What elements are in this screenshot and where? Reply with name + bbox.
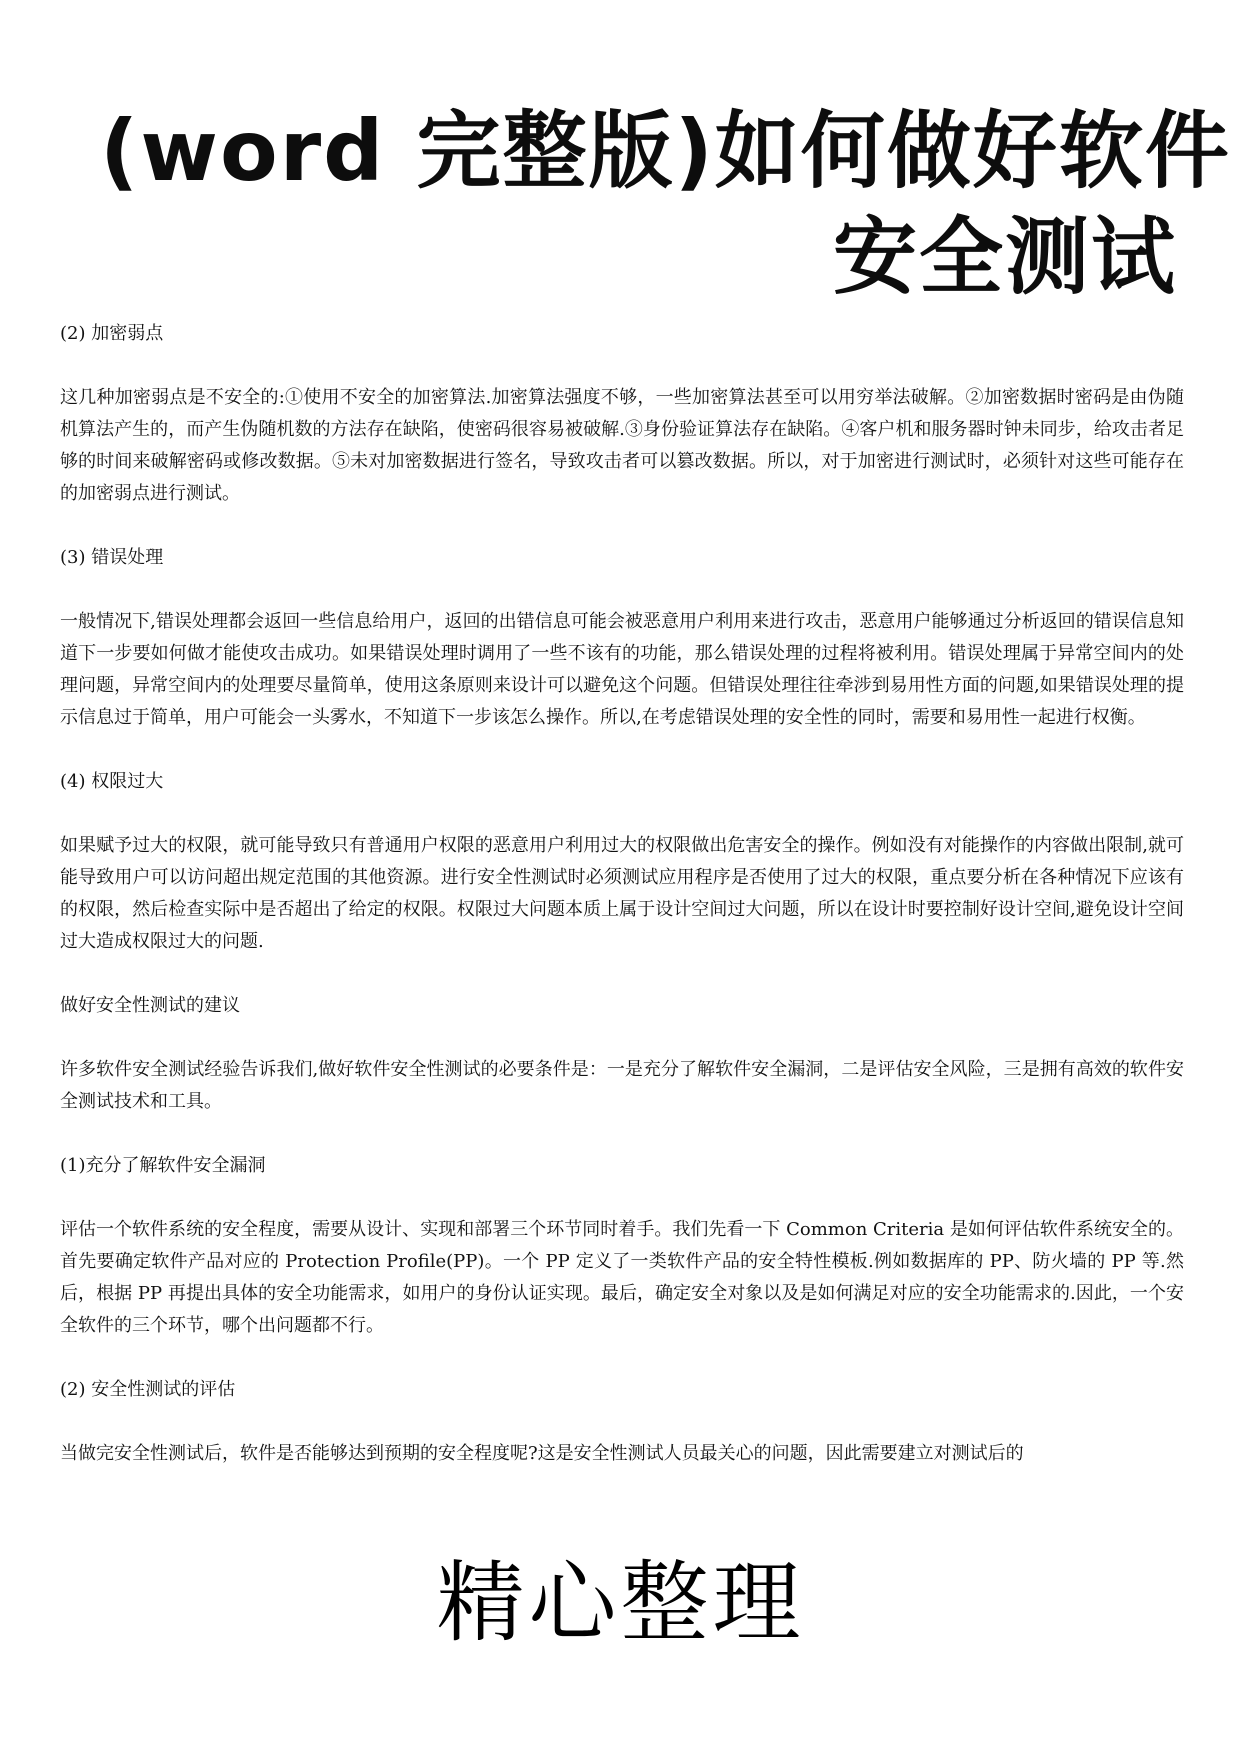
section-heading: 做好安全性测试的建议 (60, 995, 240, 1016)
paragraph: 这几种加密弱点是不安全的:①使用不安全的加密算法.加密算法强度不够，一些加密算法甚至可以用穷举法破解。②加密数据时密码是由伪随机算法产生的，而产生伪随机数的方法存在缺陷，使密码很容易被破解.③身份验证算法存在缺陷。④客户机和服务器时钟未同步，给攻击者足够的时间来破解密码或修改数据。⑤未对加密数据进行签名，导致攻击者可以篡改数据。所以，对于加密进行测试时，必须针对这些可能存在的加密弱点进行测试。 (60, 387, 1184, 504)
section-heading: (3) 错误处理 (60, 547, 164, 568)
footer-watermark: 精心整理 (436, 1551, 805, 1654)
document-body (60, 318, 1184, 1502)
section-heading: (1)充分了解软件安全漏洞 (60, 1155, 266, 1176)
paragraph: 一般情况下,错误处理都会返回一些信息给用户，返回的出错信息可能会被恶意用户利用来进行攻击，恶意用户能够通过分析返回的错误信息知道下一步要如何做才能使攻击成功。如果错误处理时调用了一些不该有的功能，那么错误处理的过程将被利用。错误处理属于异常空间内的处理问题，异常空间内的处理要尽量简单，使用这条原则来设计可以避免这个问题。但错误处理往往牵涉到易用性方面的问题,如果错误处理的提示信息过于简单，用户可能会一头雾水，不知道下一步该怎么操作。所以,在考虑错误处理的安全性的同时，需要和易用性一起进行权衡。 (60, 611, 1184, 728)
document-title (100, 98, 1231, 310)
section-heading: (2) 安全性测试的评估 (60, 1379, 236, 1400)
paragraph: 许多软件安全测试经验告诉我们,做好软件安全性测试的必要条件是：一是充分了解软件安全漏洞，二是评估安全风险，三是拥有高效的软件安全测试技术和工具。 (60, 1059, 1184, 1112)
section-heading: (2) 加密弱点 (60, 323, 164, 344)
title-line-1: (word 完整版)如何做好软件 (100, 102, 1231, 200)
paragraph: 评估一个软件系统的安全程度，需要从设计、实现和部署三个环节同时着手。我们先看一下 Common Criteria 是如何评估软件系统安全的。首先要确定软件产品对应的 Protection Profile(PP)。一个 PP 定义了一类软件产品的安全特性模板.例如数据库的 PP、防火墙的 PP 等.然后，根据 PP 再提出具体的安全功能需求，如用户的身份认证实现。最后，确定安全对象以及是如何满足对应的安全功能需求的.因此，一个安全软件的三个环节，哪个出问题都不行。 (60, 1219, 1184, 1336)
paragraph: 当做完安全性测试后，软件是否能够达到预期的安全程度呢?这是安全性测试人员最关心的问题，因此需要建立对测试后的 (60, 1443, 1024, 1464)
paragraph: 如果赋予过大的权限，就可能导致只有普通用户权限的恶意用户利用过大的权限做出危害安全的操作。例如没有对能操作的内容做出限制,就可能导致用户可以访问超出规定范围的其他资源。进行安全性测试时必须测试应用程序是否使用了过大的权限，重点要分析在各种情况下应该有的权限，然后检查实际中是否超出了给定的权限。权限过大问题本质上属于设计空间过大问题，所以在设计时要控制好设计空间,避免设计空间过大造成权限过大的问题. (60, 835, 1184, 952)
section-heading: (4) 权限过大 (60, 771, 164, 792)
title-line-2: 安全测试 (832, 208, 1177, 306)
